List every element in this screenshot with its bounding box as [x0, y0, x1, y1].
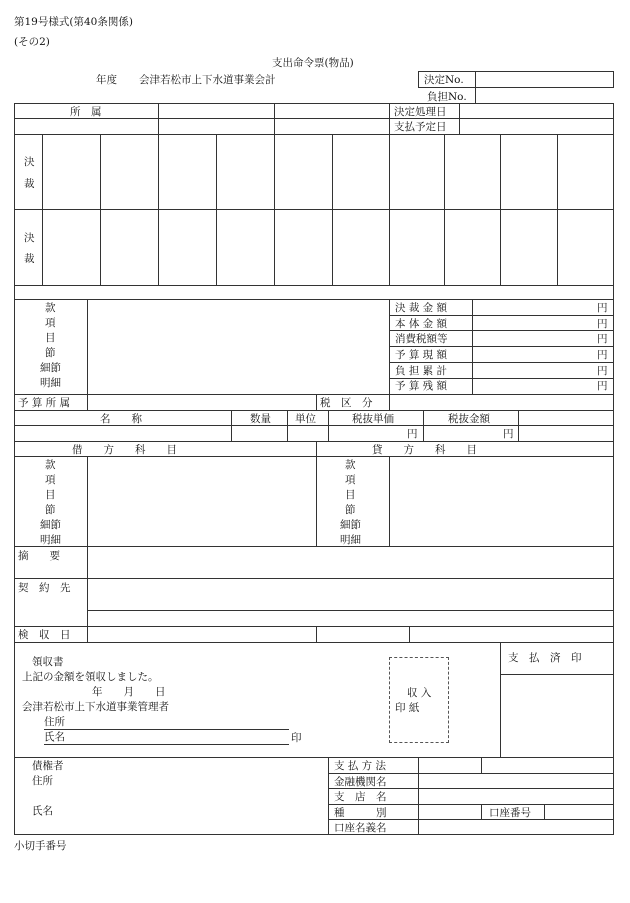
form-part: (その2) [14, 36, 50, 48]
debit-setsu: 節 [45, 504, 56, 516]
amount-unit-4: 円 [597, 365, 608, 377]
item-unit-price-yen: 円 [407, 428, 418, 440]
amount-label-5: 予 算 残 額 [395, 380, 448, 392]
amount-label-0: 決 裁 金 額 [395, 302, 448, 314]
kessai-label-2a: 決 [24, 232, 35, 244]
receipt-title: 領収書 [32, 656, 64, 668]
receipt-line1: 上記の金額を領収しました。 [22, 671, 159, 683]
tax-class-label: 税 区 分 [320, 397, 373, 409]
account-name: 会津若松市上下水道事業会計 [139, 74, 276, 86]
amount-unit-1: 円 [597, 318, 608, 330]
check-number-label: 小切手番号 [14, 840, 67, 852]
receipt-date: 年 月 日 [92, 686, 166, 698]
amount-unit-3: 円 [597, 349, 608, 361]
revenue-stamp-box [389, 657, 449, 743]
receipt-seal: 印 [291, 732, 302, 744]
account-holder-label: 口座名義名 [334, 822, 387, 834]
debit-meisai: 明細 [40, 534, 61, 546]
amount-label-4: 負 担 累 計 [395, 365, 448, 377]
payment-date-label: 支払予定日 [394, 121, 447, 133]
form-frame [14, 103, 614, 835]
receipt-manager: 会津若松市上下水道事業管理者 [22, 701, 169, 713]
debit-kou: 項 [45, 474, 56, 486]
revenue-stamp-1: 収 入 [407, 687, 432, 699]
bank-name-label: 金融機関名 [334, 776, 387, 788]
shozoku-label: 所 属 [70, 106, 102, 118]
debit-header: 借 方 科 目 [72, 444, 177, 456]
amount-label-2: 消費税額等 [395, 333, 448, 345]
credit-saisetsu: 細節 [340, 519, 361, 531]
meisai-label: 明細 [40, 377, 61, 389]
credit-meisai: 明細 [340, 534, 361, 546]
receipt-address-label: 住所 [44, 716, 65, 728]
form-number: 第19号様式(第40条関係) [14, 16, 133, 28]
amount-label-1: 本 体 金 額 [395, 318, 448, 330]
paid-stamp-label: 支 払 済 印 [508, 652, 582, 664]
burden-no-label: 負担No. [427, 91, 467, 103]
kessai-label-2b: 裁 [24, 253, 35, 265]
kenshu-label: 検 収 日 [18, 629, 71, 641]
decision-date-label: 決定処理日 [394, 106, 447, 118]
branch-name-label: 支 店 名 [334, 791, 387, 803]
amount-label-3: 予 算 現 額 [395, 349, 448, 361]
item-qty-header: 数量 [250, 413, 271, 425]
payment-method-label: 支 払 方 法 [334, 760, 387, 772]
setsu-label: 節 [45, 347, 56, 359]
credit-header: 貸 方 科 目 [372, 444, 477, 456]
account-no-label: 口座番号 [489, 807, 531, 819]
amount-unit-0: 円 [597, 302, 608, 314]
kessai-label-1a: 決 [24, 156, 35, 168]
amount-unit-5: 円 [597, 380, 608, 392]
receipt-name-label: 氏名 [44, 731, 65, 743]
debit-kan: 款 [45, 459, 56, 471]
credit-kou: 項 [345, 474, 356, 486]
item-unit-header: 単位 [295, 413, 316, 425]
credit-moku: 目 [345, 489, 356, 501]
creditor-name: 氏名 [32, 805, 53, 817]
credit-setsu: 節 [345, 504, 356, 516]
item-amount-header: 税抜金額 [448, 413, 490, 425]
decision-no-label: 決定No. [424, 74, 464, 86]
creditor-address: 住所 [32, 775, 53, 787]
revenue-stamp-2: 印 紙 [395, 702, 420, 714]
kessai-label-1b: 裁 [24, 178, 35, 190]
kan-label: 款 [45, 302, 56, 314]
account-type-label: 種 別 [334, 807, 387, 819]
item-name-header: 名 称 [100, 413, 142, 425]
item-amount-yen: 円 [503, 428, 514, 440]
fiscal-year-label: 年度 [96, 74, 117, 86]
amount-unit-2: 円 [597, 333, 608, 345]
keiyaku-label: 契 約 先 [18, 582, 71, 594]
kou-label: 項 [45, 317, 56, 329]
credit-kan: 款 [345, 459, 356, 471]
tekiyou-label: 摘 要 [18, 550, 60, 562]
debit-moku: 目 [45, 489, 56, 501]
budget-dept-label: 予 算 所 属 [18, 397, 71, 409]
item-unit-price-header: 税抜単価 [352, 413, 394, 425]
saisetsu-label: 細節 [40, 362, 61, 374]
page-title: 支出命令票(物品) [272, 57, 354, 69]
creditor-label: 債権者 [32, 760, 64, 772]
moku-label: 目 [45, 332, 56, 344]
debit-saisetsu: 細節 [40, 519, 61, 531]
